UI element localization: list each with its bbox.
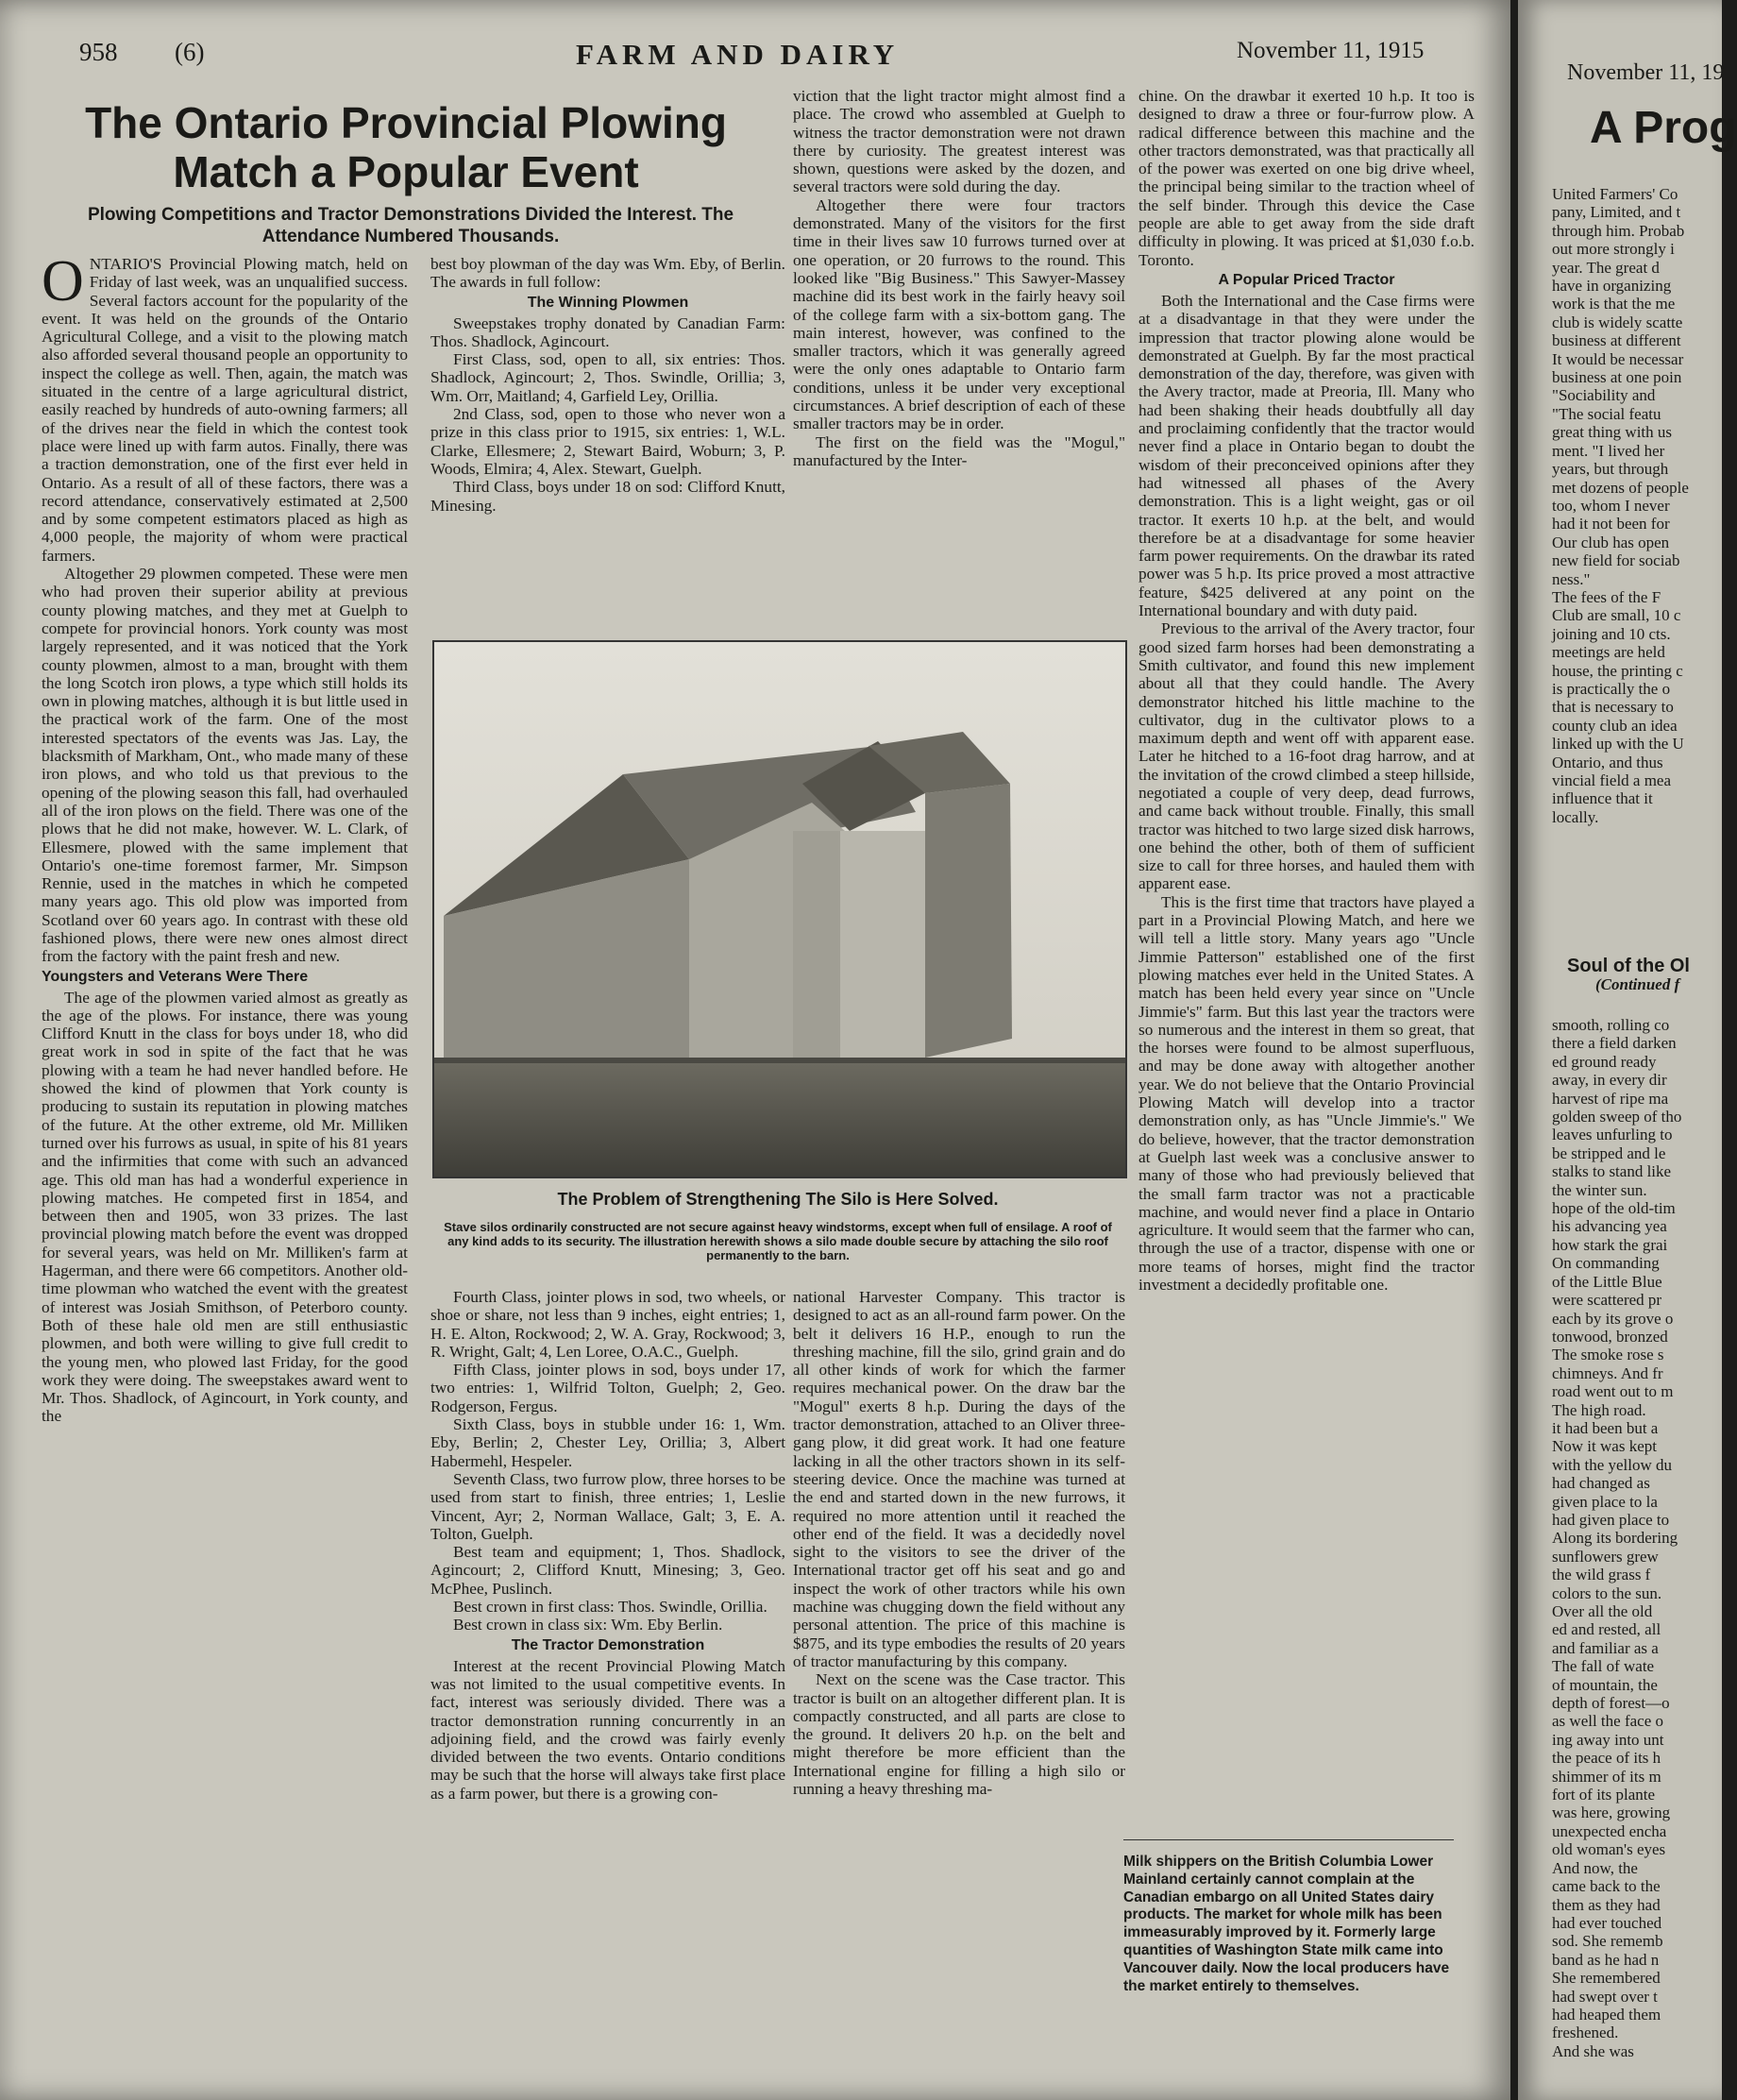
facing-text-line: The smoke rose s (1552, 1346, 1664, 1364)
facing-text-line: meetings are held (1552, 643, 1665, 662)
section-number: (6) (175, 38, 205, 66)
facing-text-line: the peace of its h (1552, 1749, 1661, 1768)
facing-text-line: The fees of the F (1552, 587, 1661, 606)
facing-text-line: sunflowers grew (1552, 1547, 1659, 1566)
column-2-bottom (430, 1288, 785, 1803)
facing-text-line: had it not been for (1552, 515, 1670, 533)
facing-text-line: Over all the old (1552, 1602, 1653, 1620)
column-3-bottom (793, 1288, 1125, 1798)
facing-continued: (Continued f (1595, 975, 1680, 994)
facing-text-line: She remembered (1552, 1969, 1661, 1988)
facing-text-line: smooth, rolling co (1552, 1016, 1670, 1034)
col2b-paragraph-6: Best crown in first class: Thos. Swindle, Orillia. (453, 1598, 767, 1617)
facing-text-line: locally. (1552, 807, 1599, 826)
barn-silo-photo (432, 640, 1127, 1178)
facing-text-line: harvest of ripe ma (1552, 1089, 1669, 1108)
facing-page (1518, 0, 1737, 2100)
facing-page-date: November 11, 19 (1567, 60, 1725, 85)
col3b-paragraph-2: Next on the scene was the Case tractor. This tractor is built on an altogether different plan. It is compactly constructed, and all parts are close to the ground. It delivers 20 h.p. on the belt and might therefore be more efficient than the International engine for filling a high silo or running a heavy threshing ma- (793, 1670, 1125, 1799)
col3b-paragraph-1: national Harvester Company. This tractor is designed to act as an all-round farm power. On the belt it delivers 16 H.P., enough to run the threshing machine, fill the silo, grind grain and do all other kinds of work for which the farmer requires mechanical power. On the draw bar the "Mogul" exerts 8 h.p. During the days of the tractor demonstration, attached to an Oliver three-gang plow, it did great work. It had one feature lacking in all the other tractors shown in its self-steering device. Once the machine was turned at the end and started down in the new furrows, it required no more attention until it reached the other end of the field. It was a decidedly novel sight to the visitors to see the driver of the International tractor get off his seat and go and inspect the work of other tractors while his own machine was chugging down the field without any personal attention. The price of this machine is $875, and its type embodies the results of 20 years of tractor manufacturing by this company. (793, 1288, 1125, 1670)
col2b-paragraph-7: Best crown in class six: Wm. Eby Berlin. (453, 1616, 723, 1634)
col2-paragraph-5: Third Class, boys under 18 on sod: Clifford Knutt, Minesing. (430, 478, 785, 515)
col2b-paragraph-1: Fourth Class, jointer plows in sod, two wheels, or shoe or share, not less than 9 inches, eight entries; 1, H. E. Alton, Rockwood; 2, W. A. Gray, Rockwood; 3, R. Wright, Galt; 4, Len Loree, O.A.C., Guelph. (430, 1288, 785, 1361)
col3-paragraph-3: The first on the field was the "Mogul," manufactured by the Inter- (793, 432, 1125, 469)
facing-text-line: away, in every dir (1552, 1071, 1667, 1090)
col2b-paragraph-3: Sixth Class, boys in stubble under 16: 1, Wm. Eby, Berlin; 2, Chester Ley, Orillia; 3, Albert Habermehl, Hespeler. (430, 1415, 785, 1470)
article-headline: The Ontario Provincial Plowing Match a Popular Event (85, 98, 727, 196)
facing-text-line: Along its bordering (1552, 1529, 1678, 1548)
facing-text-line: vincial field a mea (1552, 771, 1672, 789)
facing-text-line: was here, growing (1552, 1804, 1671, 1822)
facing-text-line: ing away into unt (1552, 1730, 1664, 1749)
col2-paragraph-1: best boy plowman of the day was Wm. Eby, of Berlin. The awards in full follow: (430, 255, 785, 292)
facing-text-line: club is widely scatte (1552, 313, 1683, 331)
facing-column-b (1552, 1016, 1681, 2060)
article-deck: Plowing Competitions and Tractor Demonstrations Divided the Interest. The Attendance Numbered Thousands. (87, 205, 734, 246)
col1-paragraph-1: NTARIO'S Provincial Plowing match, held on Friday of last week, was an unqualified success. Several factors account for the popularity of the event. It was held on the grounds of the Ontario Agricultural College, and a visit to the plowing match also afforded several thousand people an opportunity to inspect the college as well. Then, again, the match was situated in the centre of a large agricultural district, easily reached by hundreds of auto-owning farmers; all of the drives near the field in which the contest took place were lined up with farm autos. Finally, there was a traction demonstration, one of the first ever held in Ontario. As a result of all of these factors, there was a record attendance, conservatively estimated at 2,500 and by some competent estimators placed as high as 4,000 people, the majority of whom were practical farmers. (42, 255, 408, 565)
facing-text-line: his advancing yea (1552, 1217, 1667, 1236)
facing-text-line: each by its grove o (1552, 1309, 1674, 1328)
facing-text-line: of mountain, the (1552, 1675, 1658, 1694)
facing-text-line: it had been but a (1552, 1418, 1659, 1437)
facing-text-line: Club are small, 10 c (1552, 606, 1681, 625)
facing-text-line: business at different (1552, 331, 1681, 350)
facing-text-line: stalks to stand like (1552, 1162, 1672, 1181)
facing-text-line: and familiar as a (1552, 1638, 1659, 1657)
facing-text-line: were scattered pr (1552, 1291, 1662, 1310)
barn-silo-illustration (434, 642, 1125, 1177)
facing-text-line: house, the printing c (1552, 661, 1683, 680)
facing-text-line: Our club has open (1552, 533, 1670, 551)
photo-caption-text: Stave silos ordinarily constructed are not secure against heavy windstorms, except when full of ensilage. A roof of any kind adds to its security. The illustration herewith shows a silo made double secure by attaching the silo roof permanently to the barn. (444, 1220, 1112, 1262)
facing-text-line: had ever touched (1552, 1913, 1662, 1932)
facing-text-line: county club an idea (1552, 716, 1678, 735)
facing-text-line: leaves unfurling to (1552, 1126, 1673, 1144)
page-number: 958 (79, 38, 118, 66)
milk-shippers-note: Milk shippers on the British Columbia Lower Mainland certainly cannot complain at the Canadian embargo on all United States dairy products. The market for whole milk has been immeasurably improved by it. Formerly large quantities of Washington State milk came into Vancouver daily. Now the local producers have the market entirely to themselves. (1123, 1839, 1454, 1995)
column-1 (42, 249, 408, 1426)
drop-cap: O (42, 249, 84, 313)
facing-text-line: through him. Probab (1552, 221, 1685, 240)
facing-text-line: had swept over t (1552, 1987, 1658, 2006)
facing-text-line: influence that it (1552, 789, 1653, 808)
facing-text-line: chimneys. And fr (1552, 1363, 1663, 1382)
col1-paragraph-2: Altogether 29 plowmen competed. These were men who had proven their superior ability at previous county plowing matches, and they met at Guelph to compete for provincial honors. York county was most largely represented, and it was noticed that the York county plowmen, almost to a man, brought with them the long Scotch iron plows, a type which still holds its own in plowing matches, although it is but little used in the practical work of the farm. One of the most interested spectators of the events was Jas. Lay, the blacksmith of Markham, Ont., who made many of these iron plows, and who told us that previous to the opening of the plowing season this fall, had overhauled all of the iron plows on the field. There was one of the plows that he did not make, however. W. L. Clark, of Ellesmere, plowed with the same implement that Ontario's one-time foremost farmer, Mr. Simpson Rennie, used in the matches in which he competed many years ago. This old plow was imported from Scotland over 60 years ago. In contrast with these old fashioned plows, there were new ones almost direct from the factory with the paint fresh and new. (42, 565, 408, 966)
col2-paragraph-2: Sweepstakes trophy donated by Canadian Farm: Thos. Shadlock, Agincourt. (430, 313, 785, 350)
column-3-top (793, 87, 1125, 469)
facing-text-line: have in organizing (1552, 277, 1672, 296)
facing-text-line: is practically the o (1552, 679, 1671, 698)
facing-text-line: United Farmers' Co (1552, 185, 1678, 203)
subhead-youngsters: Youngsters and Veterans Were There (42, 968, 309, 985)
facing-text-line: too, whom I never (1552, 496, 1670, 515)
facing-text-line: ness." (1552, 569, 1591, 588)
publication-title: FARM AND DAIRY (576, 38, 900, 71)
facing-subhead (1567, 957, 1690, 994)
facing-text-line: great thing with us (1552, 423, 1673, 442)
facing-text-line: The fall of wate (1552, 1657, 1655, 1676)
facing-text-line: out more strongly i (1552, 240, 1675, 259)
facing-text-line: had heaped them (1552, 2005, 1661, 2024)
facing-text-line: came back to the (1552, 1877, 1661, 1896)
facing-text-line: hope of the old-tim (1552, 1199, 1676, 1218)
facing-text-line: road went out to m (1552, 1382, 1674, 1401)
facing-text-line: ment. "I lived her (1552, 441, 1665, 460)
facing-text-line: sod. She rememb (1552, 1932, 1663, 1951)
col3-paragraph-1: viction that the light tractor might almost find a place. The crowd who assembled at Guelph to witness the tractor demonstration were not drawn there by curiosity. The greatest interest was shown, questions were asked by the dozen, and several tractors were sold during the day. (793, 87, 1125, 196)
facing-text-line: of the Little Blue (1552, 1272, 1662, 1291)
facing-column-a (1552, 185, 1689, 826)
facing-text-line: pany, Limited, and t (1552, 203, 1681, 222)
subhead-tractor-demonstration: The Tractor Demonstration (511, 1636, 705, 1653)
facing-text-line: tonwood, bronzed (1552, 1327, 1668, 1346)
facing-subhead-title: Soul of the Ol (1567, 956, 1690, 976)
facing-text-line: had changed as (1552, 1474, 1650, 1493)
col2b-paragraph-4: Seventh Class, two furrow plow, three horses to be used from start to finish, three entries; 1, Leslie Vincent, Ayr; 2, Norman Wallace, Galt; 3, E. A. Tolton, Guelph. (430, 1469, 785, 1543)
facing-text-line: linked up with the U (1552, 735, 1684, 754)
facing-text-line: how stark the grai (1552, 1235, 1668, 1254)
facing-text-line: colors to the sun. (1552, 1583, 1662, 1602)
facing-text-line: years, but through (1552, 460, 1669, 479)
facing-text-line: there a field darken (1552, 1034, 1677, 1053)
facing-text-line: freshened. (1552, 2024, 1619, 2042)
facing-text-line: old woman's eyes (1552, 1840, 1666, 1859)
facing-text-line: On commanding (1552, 1254, 1660, 1273)
facing-text-line: And she was (1552, 2041, 1634, 2060)
facing-text-line: joining and 10 cts. (1552, 624, 1671, 643)
facing-text-line: as well the face o (1552, 1712, 1663, 1731)
facing-text-line: It would be necessar (1552, 349, 1684, 368)
col1-paragraph-3: The age of the plowmen varied almost as greatly as the age of the plows. For instance, there was young Clifford Knutt in the class for boys under 18, who did great work in sod in spite of the fact that he was plowing with a team he had never handled before. He showed the kind of plowmen that York county is producing to sustain its reputation in plowing matches of the future. At the other extreme, old Mr. Milliken turned over his furrows as usual, in spite of his 81 years and the infirmities that come with such an advanced age. This old man has had a wonderful experience in plowing matches. He competed first in 1854, and between then and 1905, won 33 prizes. The last provincial plowing match before the event was dropped for several years, was held on Mr. Milliken's farm at Hagerman, and there were 66 competitors. Another old-time plowman who watched the event with the greatest of interest was Josiah Smithson, of Peterboro county. Both of these hale old men are still enthusiastic plowmen, and both were willing to give full credit to the young men, who plowed last Friday, for the good work they were doing. The sweepstakes award went to Mr. Thos. Shadlock, of Agincourt, in York county, and the (42, 988, 408, 1426)
facing-page-title: A Prog (1590, 103, 1737, 153)
facing-text-line: the wild grass f (1552, 1566, 1651, 1584)
subhead-popular-priced-tractor: A Popular Priced Tractor (1218, 271, 1395, 288)
facing-text-line: Now it was kept (1552, 1437, 1657, 1456)
facing-text-line: depth of forest—o (1552, 1694, 1670, 1713)
col4-paragraph-3: Previous to the arrival of the Avery tractor, four good sized farm horses had been demonstrating a Smith cultivator, and found this new implement about all that they could handle. The Avery demonstrator hitched his little machine to the cultivator, dug in the cultivator plows to a maximum depth and went off with apparent ease. Later he hitched to a 16-foot drag harrow, and at the invitation of the crowd climbed a steep hillside, negotiated a couple of very deep, dead furrows, and came back without trouble. Finally, this small tractor was hitched to two large sized disk harrows, one behind the other, both of them of sufficient size to call for three horses, and hauled them with apparent ease. (1138, 619, 1475, 893)
facing-text-line: year. The great d (1552, 258, 1660, 277)
col2b-paragraph-8: Interest at the recent Provincial Plowing Match was not limited to the usual competitive events. In fact, interest was seriously divided. There was a tractor demonstration running concurrently in an adjoining field, and the crowd was fairly evenly divided between the two events. Ontario conditions may be such that the horse will always take first place as a farm power, but there is a growing con- (430, 1656, 785, 1803)
issue-date: November 11, 1915 (1237, 38, 1425, 63)
subhead-winning-plowmen: The Winning Plowmen (527, 294, 689, 311)
col4-paragraph-2: Both the International and the Case firms were at a disadvantage in that they were under the impression that tractor plowing alone would be demonstrated at Guelph. By far the most practical demonstration of the day, therefore, was given with the Avery tractor, made at Preoria, Ill. Many who had been shaking their heads doubtfully all day and proclaiming confidently that the tractor would never find a place in Ontario began to doubt the wisdom of their preconceived opinions after they had witnessed all phases of the Avery demonstration. This is a light weight, gas or oil tractor. It exerts 10 h.p. at the belt, and would therefore be at a disadvantage for some heavier farm power requirements. On the drawbar its rated power was 5 h.p. Its price proved a most attractive feature, $425 delivered at any point on the International boundary and with duty paid. (1138, 291, 1475, 620)
facing-text-line: be stripped and le (1552, 1143, 1666, 1162)
facing-text-line: "Sociability and (1552, 386, 1656, 405)
facing-text-line: met dozens of people (1552, 478, 1689, 497)
col4-paragraph-4: This is the first time that tractors have played a part in a Provincial Plowing Match, and here we will tell a little story. Many years ago "Uncle Jimmie Patterson" established one of the first plowing matches ever held in the United States. A match has been held every year since on "Uncle Jimmie's" farm. But this last year the tractors were so numerous and the interest in them so great, that the horses were found to be almost superfluous, and may be done away with altogether another year. We do not believe that the Ontario Provincial Plowing Match will develop into a tractor demonstration only, as has "Uncle Jimmie's." We do believe, however, that the tractor demonstration at Guelph last week was a conclusive answer to many of those who had previously believed that the small farm tractor was not a practicable machine, and would never find a place in Ontario agriculture. It would seem that the farmer who can, through the use of a tractor, dispense with one or more teams of horses, might find the tractor investment a decidedly profitable one. (1138, 892, 1475, 1294)
facing-text-line: given place to la (1552, 1492, 1658, 1511)
facing-text-line: Ontario, and thus (1552, 753, 1663, 771)
facing-text-line: had given place to (1552, 1510, 1670, 1529)
col3-paragraph-2: Altogether there were four tractors demonstrated. Many of the visitors for the first time in their lives saw 10 furrows turned over at one operation, or 20 furrows to the round. This looked like "Big Business." This Sawyer-Massey machine did its best work in the fairly heavy soil of the college farm with a six-bottom gang. The main interest, however, was confined to the smaller tractors, which it was generally agreed were the only ones adaptable to Ontario farm conditions, unless it be under very exceptional circumstances. A brief description of each of these smaller tractors may be in order. (793, 195, 1125, 433)
facing-text-line: The high road. (1552, 1400, 1646, 1419)
facing-text-line: that is necessary to (1552, 698, 1674, 717)
facing-text-line: And now, the (1552, 1858, 1638, 1877)
facing-text-line: work is that the me (1552, 295, 1676, 313)
facing-text-line: fort of its plante (1552, 1786, 1656, 1804)
facing-text-line: the winter sun. (1552, 1180, 1647, 1199)
facing-text-line: ed and rested, all (1552, 1620, 1661, 1639)
facing-text-line: "The social featu (1552, 404, 1661, 423)
photo-caption-title: The Problem of Strengthening The Silo is Here Solved. (557, 1190, 999, 1209)
facing-text-line: band as he had n (1552, 1950, 1660, 1969)
facing-text-line: new field for sociab (1552, 551, 1680, 570)
col2-paragraph-3: First Class, sod, open to all, six entries: Thos. Shadlock, Agincourt; 2, Thos. Swindle, Orillia; 3, Wm. Orr, Maitland; 4, Garfield Ley, Orillia. (430, 350, 785, 405)
col4-paragraph-1: chine. On the drawbar it exerted 10 h.p. It too is designed to draw a three or four-furrow plow. A radical difference between this machine and the other tractors demonstrated, was that practically all of the power was exerted on one big drive wheel, the principal being similar to the traction wheel of the self binder. Through this device the Case people are able to get away from the side draft difficulty in plowing. It was priced at $1,030 f.o.b. Toronto. (1138, 87, 1475, 269)
facing-text-line: ed ground ready (1552, 1052, 1657, 1071)
column-2-top (430, 255, 785, 515)
facing-text-line: unexpected encha (1552, 1821, 1667, 1840)
facing-text-line: golden sweep of tho (1552, 1108, 1682, 1126)
facing-text-line: them as they had (1552, 1895, 1661, 1914)
facing-text-line: business at one poin (1552, 368, 1682, 387)
facing-text-line: shimmer of its m (1552, 1767, 1661, 1786)
col2b-paragraph-2: Fifth Class, jointer plows in sod, boys under 17, two entries: 1, Wilfrid Tolton, Guelph; 2, Geo. Rodgerson, Fergus. (430, 1361, 785, 1415)
column-4 (1138, 87, 1475, 1294)
col2b-paragraph-5: Best team and equipment; 1, Thos. Shadlock, Agincourt; 2, Clifford Knutt, Minesing; 3, Geo. McPhee, Puslinch. (430, 1543, 785, 1598)
col2-paragraph-4: 2nd Class, sod, open to those who never won a prize in this class prior to 1915, six entries: 1, W.L. Clarke, Ellesmere; 2, Stewart Baird, Woburn; 3, P. Woods, Elmira; 4, Alex. Stewart, Guelph. (430, 405, 785, 478)
facing-text-line: with the yellow du (1552, 1455, 1673, 1474)
